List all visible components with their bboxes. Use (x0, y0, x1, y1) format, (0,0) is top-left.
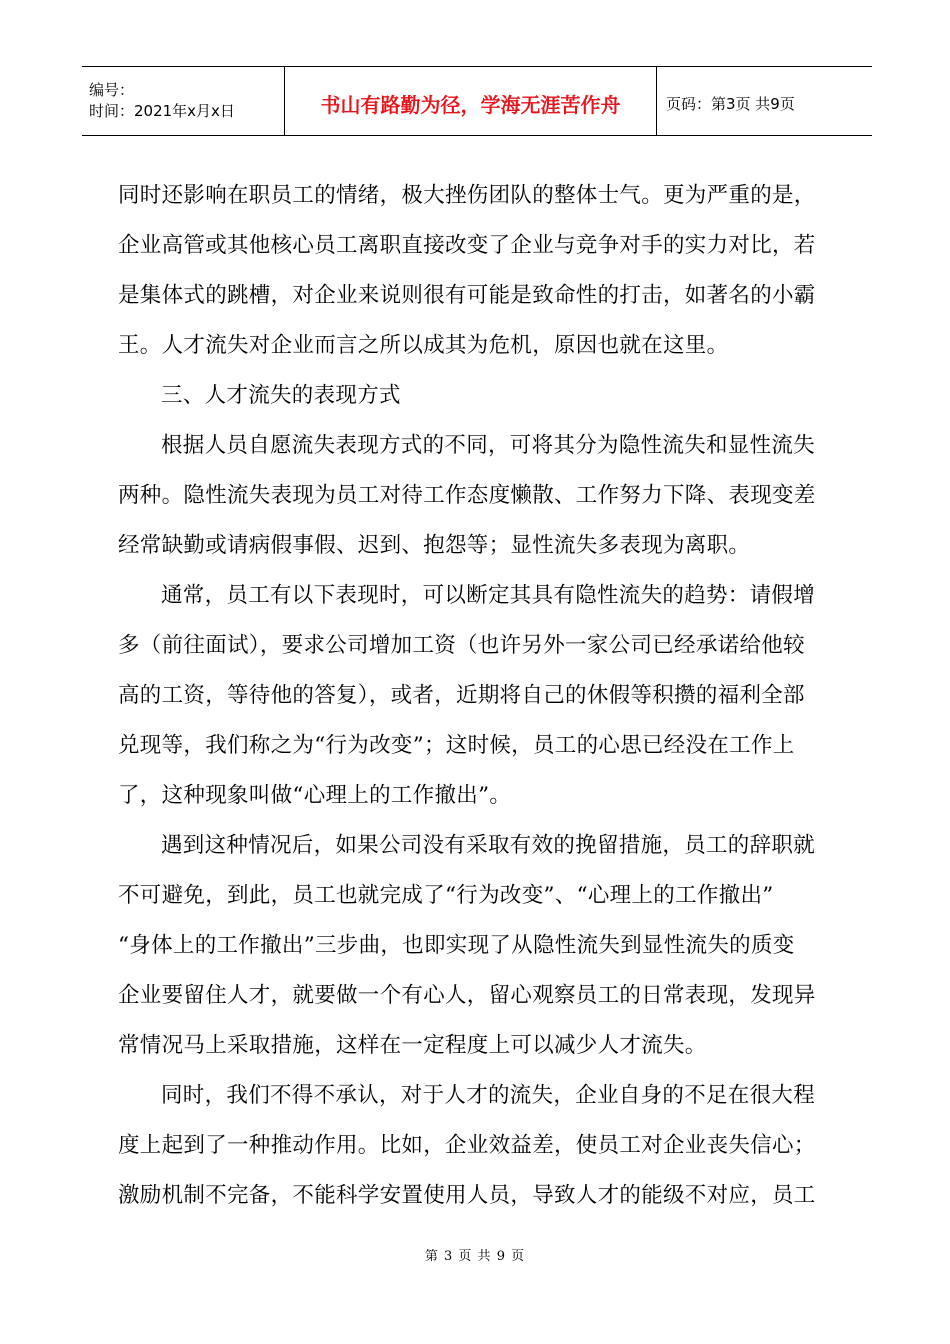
section-heading: 三、人才流失的表现方式 (161, 383, 401, 408)
header-page-cell (657, 67, 872, 135)
paragraph-line: 同时，我们不得不承认，对于人才的流失，企业自身的不足在很大程 (161, 1083, 816, 1108)
paragraph-line: 激励机制不完备，不能科学安置使用人员，导致人才的能级不对应，员工 (118, 1183, 816, 1208)
paragraph-line: “身体上的工作撤出”三步曲，也即实现了从隐性流失到显性流失的质变 (118, 933, 795, 958)
paragraph-line: 企业要留住人才，就要做一个有心人，留心观察员工的日常表现，发现异 (118, 983, 816, 1008)
header-table (82, 66, 872, 136)
paragraph-line: 是集体式的跳槽，对企业来说则很有可能是致命性的打击，如著名的小霸 (118, 283, 816, 308)
paragraph-line: 两种。隐性流失表现为员工对待工作态度懒散、工作努力下降、表现变差 (118, 483, 816, 508)
paragraph-line: 遇到这种情况后，如果公司没有采取有效的挽留措施，员工的辞职就 (161, 833, 816, 858)
paragraph-line: 高的工资，等待他的答复），或者，近期将自己的休假等积攒的福利全部 (118, 683, 805, 708)
paragraph-line: 不可避免，到此，员工也就完成了“行为改变”、“心理上的工作撤出” (118, 883, 774, 908)
paragraph-line: 经常缺勤或请病假事假、迟到、抱怨等；显性流失多表现为离职。 (118, 533, 751, 558)
paragraph-line: 兑现等，我们称之为“行为改变”；这时候，员工的心思已经没在工作上 (118, 733, 795, 758)
document-time-label: 时间：2021年x月x日 (89, 102, 235, 120)
header-motto-cell (285, 67, 657, 135)
paragraph-line: 通常，员工有以下表现时，可以断定其具有隐性流失的趋势：请假增 (161, 583, 816, 608)
paragraph-line: 企业高管或其他核心员工离职直接改变了企业与竞争对手的实力对比，若 (118, 233, 816, 258)
paragraph-line: 度上起到了一种推动作用。比如，企业效益差，使员工对企业丧失信心； (118, 1133, 816, 1158)
paragraph-line: 常情况马上采取措施，这样在一定程度上可以减少人才流失。 (118, 1033, 707, 1058)
header-motto: 书山有路勤为径，学海无涯苦作舟 (320, 92, 621, 117)
paragraph-line: 了，这种现象叫做“心理上的工作撤出”。 (118, 783, 512, 808)
paragraph-line: 多（前往面试），要求公司增加工资（也许另外一家公司已经承诺给他较 (118, 633, 805, 658)
page-footer: 第 3 页 共 9 页 (424, 1249, 526, 1264)
header-page-info: 页码：第3页 共9页 (666, 94, 795, 113)
header-meta-cell (82, 67, 285, 135)
body-text (118, 171, 842, 1221)
paragraph-line: 根据人员自愿流失表现方式的不同，可将其分为隐性流失和显性流失 (161, 433, 816, 458)
paragraph-line: 王。人才流失对企业而言之所以成其为危机，原因也就在这里。 (118, 333, 729, 358)
paragraph-line: 同时还影响在职员工的情绪，极大挫伤团队的整体士气。更为严重的是， (118, 183, 816, 208)
document-number-label: 编号： (89, 81, 135, 99)
